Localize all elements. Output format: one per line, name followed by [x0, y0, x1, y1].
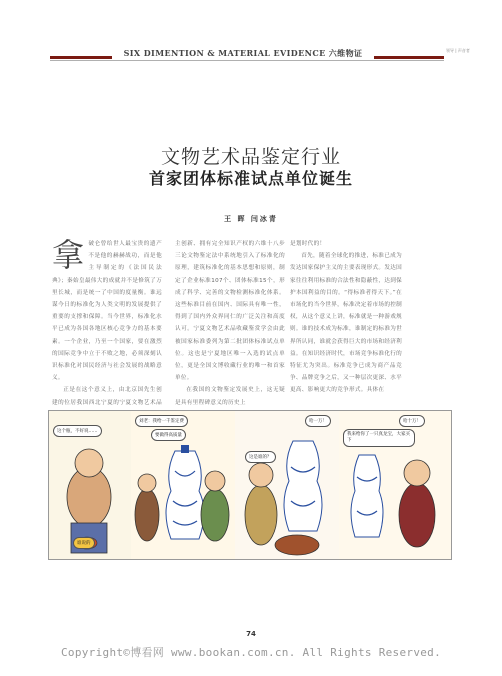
- article-subtitle: 首家团体标准试点单位诞生: [148, 169, 353, 188]
- speech-bubble: 要做得高质量: [151, 429, 186, 441]
- comic-panel-2: [131, 411, 236, 559]
- speech-bubble: 这是谁的？: [245, 451, 276, 463]
- text-column-1: [52, 236, 162, 406]
- paragraph: 是划时代的！: [290, 241, 326, 247]
- paragraph: 在我国的文物鉴定发展史上，这无疑是具有里程碑意义的历史上: [175, 387, 285, 406]
- paragraph: 主创新、拥有完全知识产权的六维十八步三论文物鉴定法中系统地引入了标准化的原理，建筑标准化的基本思想和原则，制定了企业标准107个、团体标准15个，形成了科学、完善的文物检测标准化体系。这些标准目前在国内、国际具有唯一性，得到了国内外众界同仁的广泛关注和高度认可。宁夏文物艺术品收藏鉴赏学会由此被国家标准委列为第二批团体标准试点单位。这也是宁夏地区唯一入选的试点单位，更是全国文博收藏行业的唯一和首家单位。: [175, 241, 285, 382]
- speech-bubble: 这个瓶，不好说……: [53, 425, 102, 437]
- speech-bubble: 我来给你了一只真龙宝，大家买下: [343, 429, 415, 447]
- article-title: 文物艺术品鉴定行业: [160, 146, 341, 168]
- page-number: 74: [246, 630, 256, 638]
- speech-bubble: 哈十万！: [399, 415, 425, 427]
- comic-strip: [48, 410, 452, 560]
- drop-cap: 拿: [52, 236, 85, 274]
- header-tag: 领导 | 声音者: [446, 48, 470, 53]
- paragraph-text: 破仑曾给世人最宝贵的遗产不是他的赫赫战功，而是他主导制定的《法国民法典》；秦始皇最伟大的成就并不是修筑了万里长城，而是统一了中国的度量衡。谁远谋今日的标准化为人类文明的发展提供了重要的支撑和保障。当今世界，标准化水平已成为各国各地区核心竞争力的基本要素。一个企业，乃至一个国家，要在激烈的国际竞争中立于不败之地，必须深刻认识标准化对国民经济与社会发展的战略意义。: [52, 241, 162, 382]
- speech-bubble: 刘老：我给一千鉴定费: [135, 415, 188, 427]
- paragraph: 首先，随着全球化的推进，标准已成为发达国家保护主义的主要表现形式。发达国家往往利用标准的合法性和隐蔽性，达到保护本国利益的目的。“得标准者得天下。”在市场化的当今世界，标准决定着市场的控制权，从这个意义上讲，标准就是一种游戏规则。谁的技术成为标准，谁制定的标准为世界所认同，谁就会获得巨大的市场和经济利益。在知识经济时代，市场竞争标准化行的特征尤为突出。标准竞争已成为商产品竞争、品牌竞争之后，又一种层次更深、水平更高、影响更大的竞争形式。具体在: [290, 253, 402, 394]
- speech-bubble: 谁说的: [73, 537, 95, 549]
- text-column-3: [290, 238, 402, 394]
- paragraph: 正是在这个意义上，由北京国先生创建的位居我国西北宁夏的宁夏文物艺术品: [52, 387, 162, 406]
- section-header-cn: 六维物证: [328, 49, 363, 58]
- comic-panel-3-art: [235, 411, 339, 559]
- header-rule-left: [50, 56, 112, 59]
- section-header-en: SIX DIMENTION & MATERIAL EVIDENCE: [123, 48, 326, 58]
- section-header: [115, 48, 371, 62]
- comic-panel-4: [339, 411, 451, 559]
- comic-panel-3: [235, 411, 340, 559]
- copyright-notice: Copyright©博看网 www.bookan.com.cn. All Rights Reserved.: [60, 646, 442, 659]
- comic-panel-1: [49, 411, 132, 559]
- speech-bubble: 哈一万！: [305, 415, 331, 427]
- paragraph: [52, 238, 162, 384]
- article-authors: 王 晖 闫冰青: [224, 215, 278, 223]
- header-rule-right: [374, 56, 444, 59]
- text-column-2: [175, 238, 285, 406]
